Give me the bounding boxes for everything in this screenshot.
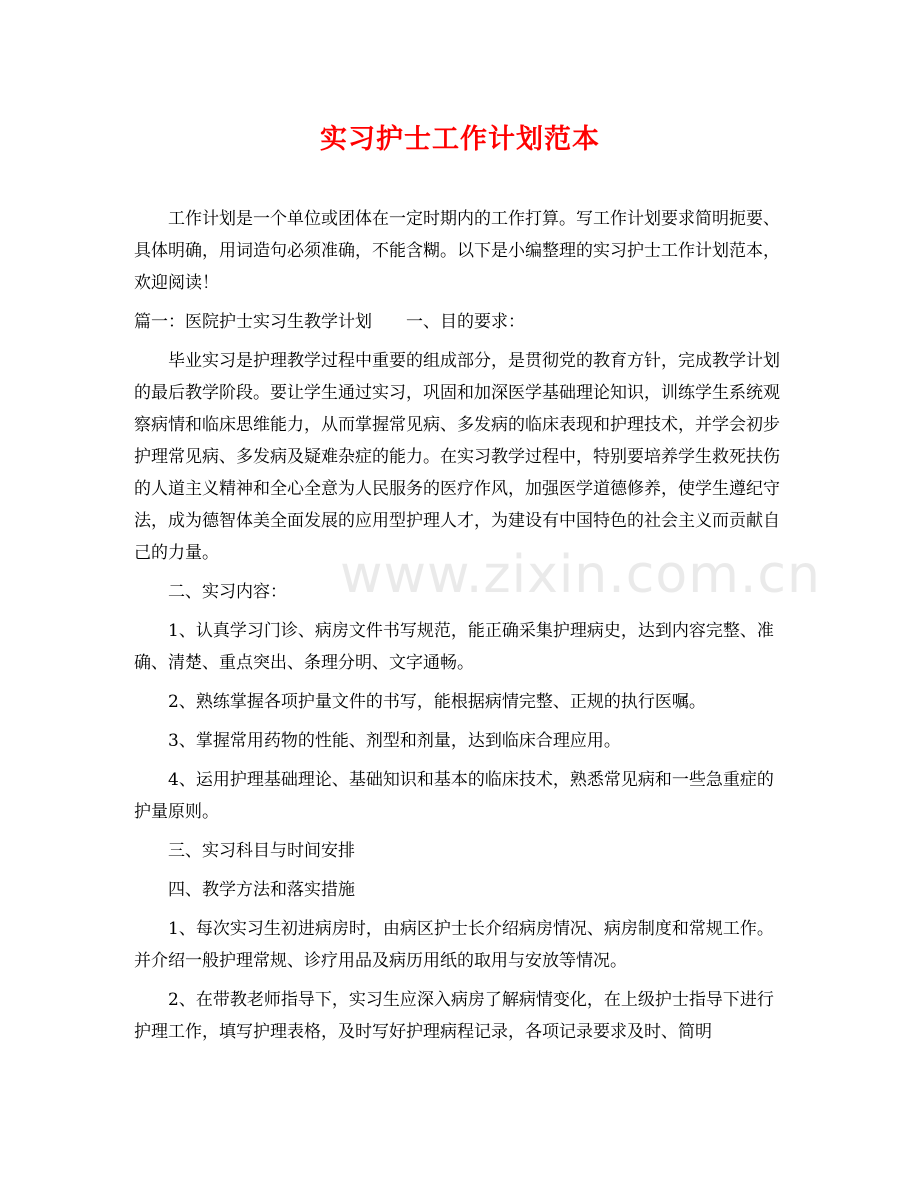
section-heading: 四、教学方法和落实措施 <box>168 880 355 900</box>
list-item: 4、运用护理基础理论、基础知识和基本的临床技术，熟悉常见病和一些急重症的护量原则。 <box>134 770 774 822</box>
section-heading: 三、实习科目与时间安排 <box>168 841 355 861</box>
section-heading-part-one: 篇一：医院护士实习生教学计划 一、目的要求： <box>134 312 525 332</box>
list-item: 3、掌握常用药物的性能、剂型和剂量，达到临床合理应用。 <box>168 731 621 751</box>
list-item: 2、在带教老师指导下，实习生应深入病房了解病情变化，在上级护士指导下进行护理工作，填写护理表格，及时写好护理病程记录，各项记录要求及时、简明 <box>134 990 774 1042</box>
intro-paragraph: 工作计划是一个单位或团体在一定时期内的工作打算。写工作计划要求简明扼要、具体明确，用词造句必须准确，不能含糊。以下是小编整理的实习护士工作计划范本，欢迎阅读！ <box>134 209 780 293</box>
document-title: 实习护士工作计划范本 <box>320 124 600 155</box>
body-paragraph: 毕业实习是护理教学过程中重要的组成部分，是贯彻党的教育方针，完成教学计划的最后教学阶段。要让学生通过实习，巩固和加深医学基础理论知识，训练学生系统观察病情和临床思维能力，从而掌握常见病、多发病的临床表现和护理技术，并学会初步护理常见病、多发病及疑难杂症的能力。在实习教学过程中，特别要培养学生救死扶伤的人道主义精神和全心全意为人民服务的医疗作风，加强医学道德修养，使学生遵纪守法，成为德智体美全面发展的应用型护理人才，为建设有中国特色的社会主义而贡献自己的力量。 <box>134 351 780 563</box>
list-item: 1、认真学习门诊、病房文件书写规范，能正确采集护理病史，达到内容完整、准确、清楚、重点突出、条理分明、文字通畅。 <box>134 621 774 673</box>
list-item: 2、熟练掌握各项护量文件的书写，能根据病情完整、正规的执行医嘱。 <box>168 692 706 712</box>
list-item: 1、每次实习生初进病房时，由病区护士长介绍病房情况、病房制度和常规工作。并介绍一般护理常规、诊疗用品及病历用纸的取用与安放等情况。 <box>134 919 774 971</box>
section-heading: 二、实习内容： <box>168 582 287 602</box>
watermark: www.zixin.com.cn <box>340 545 821 605</box>
document-body <box>134 203 821 1048</box>
